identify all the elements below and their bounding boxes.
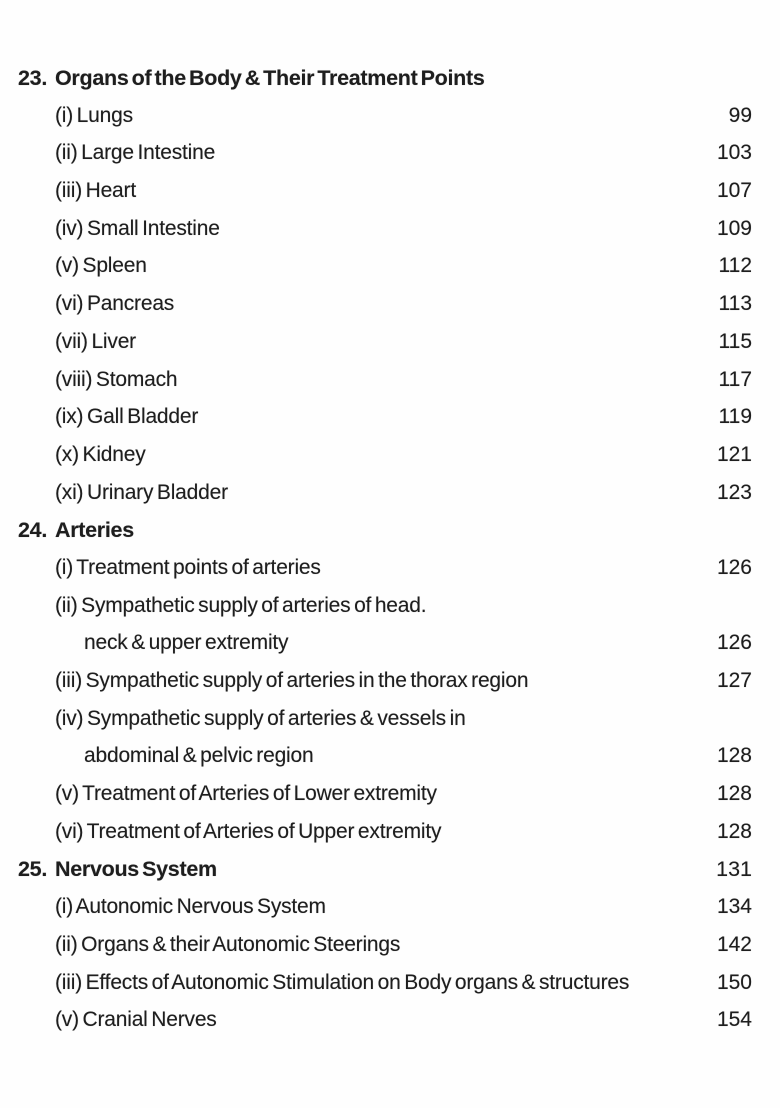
toc-entry-label: (ii) Sympathetic supply of arteries of head. xyxy=(55,593,427,617)
toc-entry-label: (iv) Small Intestine xyxy=(55,216,220,240)
toc-entry-label: (iv) Sympathetic supply of arteries & vessels in xyxy=(55,706,466,730)
toc-row xyxy=(18,820,752,858)
toc-entry-label: (vi) Pancreas xyxy=(55,292,175,316)
section-title: Nervous System xyxy=(55,857,217,882)
toc-page-number: 119 xyxy=(718,405,752,429)
section-title: Organs of the Body & Their Treatment Points xyxy=(55,66,485,90)
toc-row xyxy=(18,895,752,933)
toc-entry-label: (v) Spleen xyxy=(55,254,147,278)
toc-row xyxy=(18,443,752,481)
section-number: 24. xyxy=(18,518,47,543)
toc-page-number: 126 xyxy=(716,555,752,579)
toc-entry-label: (x) Kidney xyxy=(55,442,146,466)
toc-page-number: 107 xyxy=(716,179,752,203)
toc-entry-label: (ii) Large Intestine xyxy=(55,141,216,165)
toc-page-number: 113 xyxy=(718,292,752,316)
toc-row xyxy=(18,971,752,1009)
toc-row xyxy=(18,217,752,255)
toc-page-number: 131 xyxy=(716,857,752,882)
toc-row-continuation xyxy=(18,744,752,782)
toc-entry-label: (v) Cranial Nerves xyxy=(55,1008,217,1032)
toc-row-continuation xyxy=(18,631,752,669)
toc-entry-label: neck & upper extremity xyxy=(84,631,289,655)
toc-row xyxy=(18,782,752,820)
toc-entry-label: (iii) Effects of Autonomic Stimulation on Body organs & structures xyxy=(55,970,630,994)
toc-section-header xyxy=(18,857,752,895)
toc-page-number: 134 xyxy=(716,895,752,919)
toc-entry-label: (xi) Urinary Bladder xyxy=(55,480,228,504)
toc-row xyxy=(18,254,752,292)
section-title: Arteries xyxy=(55,518,134,543)
toc-page-number: 109 xyxy=(716,216,752,240)
toc-page-number: 154 xyxy=(716,1008,752,1032)
toc-entry-label: (iii) Sympathetic supply of arteries in the thorax region xyxy=(55,669,529,692)
toc-row xyxy=(18,179,752,217)
toc-page-number: 103 xyxy=(716,141,752,165)
toc-entry-label: abdominal & pelvic region xyxy=(84,744,314,768)
toc-page-number: 127 xyxy=(716,669,752,692)
toc-row xyxy=(18,368,752,406)
toc-page-number: 128 xyxy=(716,782,752,806)
toc-page-number: 150 xyxy=(716,970,752,994)
toc-row xyxy=(18,707,752,745)
toc-entry-label: (iii) Heart xyxy=(55,179,136,203)
toc-entry-label: (vi) Treatment of Arteries of Upper extremity xyxy=(55,819,442,843)
toc-page-number: 115 xyxy=(718,329,752,353)
toc-row xyxy=(18,933,752,971)
toc-row xyxy=(18,594,752,632)
toc-entry-label: (v) Treatment of Arteries of Lower extremity xyxy=(55,782,437,806)
toc-entry-label: (vii) Liver xyxy=(55,329,136,353)
toc-entry-label: (viii) Stomach xyxy=(55,367,178,391)
toc-page-number: 117 xyxy=(718,367,752,391)
toc-entry-label: (i) Treatment points of arteries xyxy=(55,555,321,579)
toc-row xyxy=(18,141,752,179)
toc-entry-label: (ix) Gall Bladder xyxy=(55,405,199,429)
toc-row xyxy=(18,669,752,707)
toc-section-header xyxy=(18,66,752,104)
toc-entry-label: (i) Autonomic Nervous System xyxy=(55,895,326,919)
section-number: 25. xyxy=(18,857,47,882)
toc-page-number: 123 xyxy=(716,480,752,504)
toc-entry-label: (i) Lungs xyxy=(55,103,133,127)
toc-row xyxy=(18,556,752,594)
toc-page-number: 128 xyxy=(716,819,752,843)
toc-row xyxy=(18,1008,752,1046)
toc-entry-label: (ii) Organs & their Autonomic Steerings xyxy=(55,932,401,956)
toc-section-header xyxy=(18,518,752,556)
section-number: 23. xyxy=(18,66,47,90)
toc-row xyxy=(18,330,752,368)
toc-page-number: 112 xyxy=(718,254,752,278)
toc-row xyxy=(18,292,752,330)
toc-page-number: 99 xyxy=(728,103,752,127)
toc-row xyxy=(18,481,752,519)
toc-page-number: 121 xyxy=(716,442,752,466)
toc-row xyxy=(18,405,752,443)
toc-row xyxy=(18,104,752,142)
toc-page-number: 126 xyxy=(716,631,752,655)
toc-page-number: 128 xyxy=(716,744,752,768)
toc-page-number: 142 xyxy=(716,932,752,956)
